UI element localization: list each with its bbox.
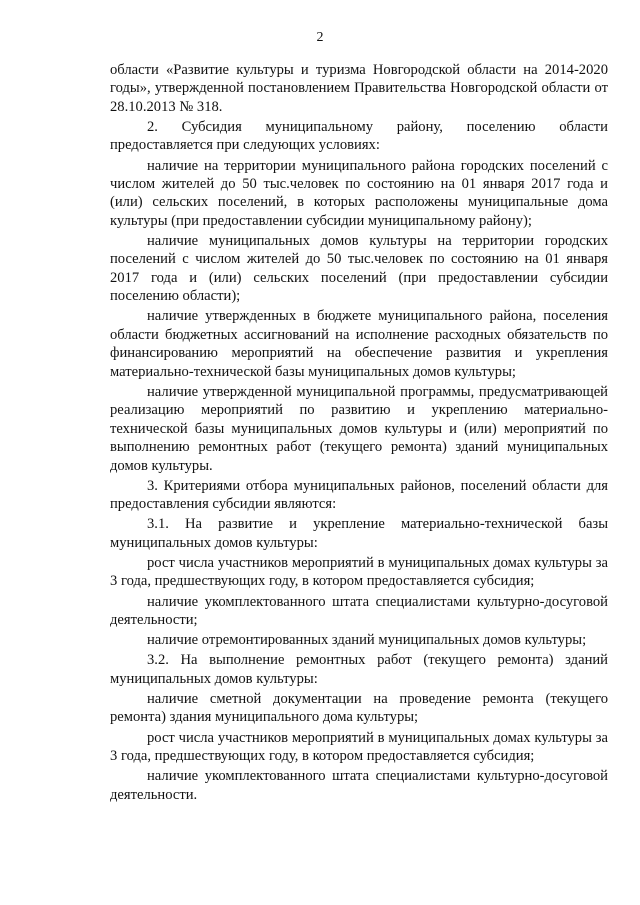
paragraph-criteria-3-2: 3.2. На выполнение ремонтных работ (текущего ремонта) зданий муниципальных домов культуры: bbox=[110, 652, 608, 687]
paragraph-selection-criteria: 3. Критериями отбора муниципальных районов, поселений области для предоставления субсидии являются: bbox=[110, 477, 608, 513]
paragraph-condition-program: наличие утвержденной муниципальной программы, предусматривающей реализацию мероприятий по развитию и укреплению материально-технической базы муниципальных домов культуры и (или) мероприятий по выполнению ремонтных работ (текущего ремонта) зданий муниципальных домов культуры. bbox=[110, 383, 608, 474]
paragraph-criteria-3-1: 3.1. На развитие и укрепление материально-технической базы муниципальных домов культуры: bbox=[110, 516, 608, 551]
paragraph-condition-budget: наличие утвержденных в бюджете муниципального района, поселения области бюджетных ассигнований на исполнение расходных обязательств по финансированию мероприятий на обеспечение развития и укрепления материально-технической базы муниципальных домов культуры; bbox=[110, 308, 608, 380]
page-number: 2 bbox=[316, 30, 324, 45]
paragraph-renovated-buildings: наличие отремонтированных зданий муниципальных домов культуры; bbox=[147, 632, 587, 649]
paragraph-program-reference: области «Развитие культуры и туризма Новгородской области на 2014-2020 годы», утвержденной постановлением Правительства Новгородской области от 28.10.2013 № 318. bbox=[110, 62, 608, 115]
paragraph-participants-growth: рост числа участников мероприятий в муниципальных домах культуры за 3 года, предшествующих году, в котором предоставляется субсидия; bbox=[110, 554, 608, 590]
paragraph-participants-growth-2: рост числа участников мероприятий в муниципальных домах культуры за 3 года, предшествующих году, в котором предоставляется субсидия; bbox=[110, 729, 608, 764]
paragraph-subsidy-conditions: 2. Субсидия муниципальному району, поселению области предоставляется при следующих условиях: bbox=[110, 119, 608, 154]
paragraph-condition-settlement: наличие муниципальных домов культуры на территории городских поселений с числом жителей до 50 тыс.человек по состоянию на 01 января 2017 года и (или) сельских поселений (при предоставлении субсидии поселению области); bbox=[110, 233, 608, 305]
paragraph-condition-district: наличие на территории муниципального района городских поселений с числом жителей до 50 тыс.человек по состоянию на 01 января 2017 года и (или) сельских поселений, в которых расположены муниципальные дома культуры (при предоставлении субсидии муниципальному району); bbox=[110, 157, 608, 229]
document-body bbox=[110, 61, 608, 804]
paragraph-estimate-documentation: наличие сметной документации на проведение ремонта (текущего ремонта) здания муниципального дома культуры; bbox=[110, 690, 608, 726]
paragraph-staffing: наличие укомплектованного штата специалистами культурно-досуговой деятельности; bbox=[110, 593, 608, 628]
paragraph-staffing-2: наличие укомплектованного штата специалистами культурно-досуговой деятельности. bbox=[110, 768, 608, 803]
